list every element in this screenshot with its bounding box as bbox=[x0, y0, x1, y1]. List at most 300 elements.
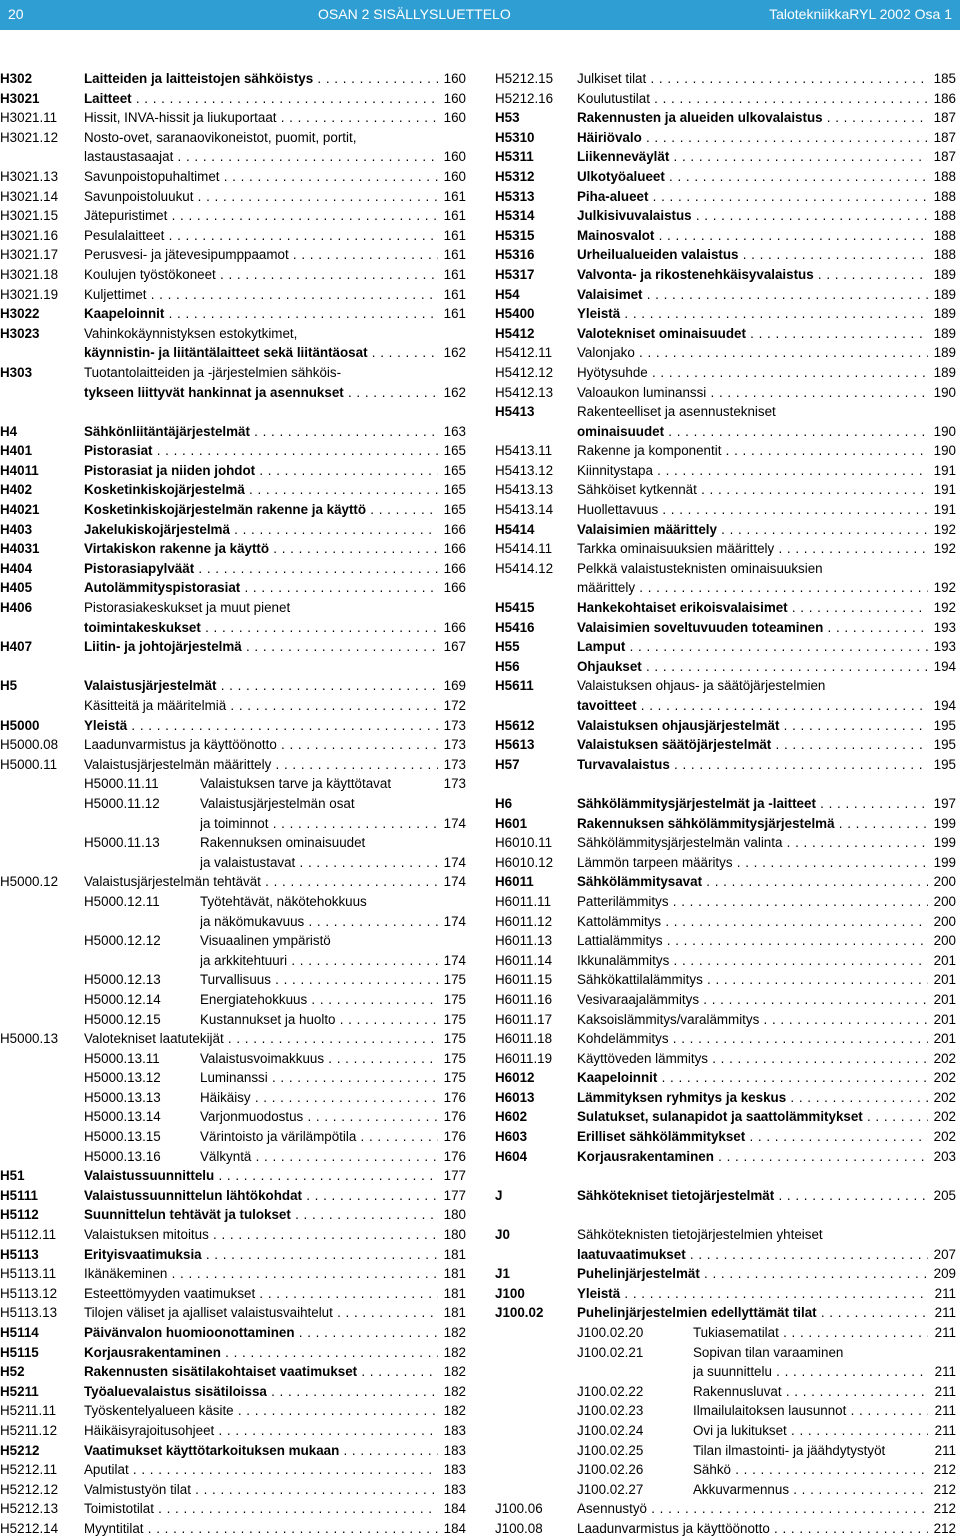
toc-page-number: 212 bbox=[933, 1501, 956, 1517]
toc-subcode: H5000.11.13 bbox=[84, 835, 160, 851]
toc-entry[interactable] bbox=[495, 1068, 960, 1088]
toc-title: Valaistussuunnittelun lähtökohdat . . . bbox=[84, 1186, 438, 1206]
toc-entry[interactable] bbox=[0, 324, 470, 344]
toc-entry[interactable] bbox=[0, 108, 470, 128]
toc-entry[interactable] bbox=[0, 441, 470, 461]
toc-entry[interactable] bbox=[495, 1499, 960, 1519]
toc-entry[interactable] bbox=[495, 187, 960, 207]
toc-title: Vahinkokäynnistyksen estokytkimet, bbox=[84, 325, 298, 341]
toc-entry[interactable] bbox=[0, 147, 470, 167]
toc-code: H5212.16 bbox=[495, 90, 554, 106]
toc-entry[interactable] bbox=[495, 147, 960, 167]
toc-title: Kohdelämmitys . . . bbox=[577, 1029, 928, 1049]
toc-entry[interactable] bbox=[0, 245, 470, 265]
toc-title: Rakennusluvat . . . bbox=[693, 1382, 928, 1402]
toc-entry[interactable] bbox=[0, 598, 470, 618]
toc-entry[interactable] bbox=[495, 226, 960, 246]
toc-title: Savunpoistoluukut . . . bbox=[84, 187, 438, 207]
toc-entry[interactable] bbox=[0, 422, 470, 442]
toc-entry[interactable] bbox=[495, 461, 960, 481]
toc-entry[interactable] bbox=[0, 1441, 470, 1461]
toc-page-number: 190 bbox=[933, 384, 956, 400]
toc-title: Työskentelyalueen käsite . . . bbox=[84, 1401, 438, 1421]
toc-page-number: 161 bbox=[443, 227, 466, 243]
toc-page-number: 182 bbox=[443, 1383, 466, 1399]
toc-entry[interactable] bbox=[495, 951, 960, 971]
toc-page-number: 193 bbox=[933, 619, 956, 635]
toc-entry[interactable] bbox=[0, 520, 470, 540]
toc-entry[interactable] bbox=[495, 735, 960, 755]
toc-page-number: 200 bbox=[933, 893, 956, 909]
toc-title: Sähkölämmitysjärjestelmän valinta . . . bbox=[577, 833, 928, 853]
toc-code: H5211.12 bbox=[0, 1422, 58, 1438]
toc-title: Sähkökattilalämmitys . . . bbox=[577, 970, 928, 990]
toc-page-number: 211 bbox=[934, 1305, 956, 1321]
toc-subcode: H5000.12.15 bbox=[84, 1011, 161, 1027]
toc-entry[interactable] bbox=[0, 285, 470, 305]
toc-title: Valaistussuunnittelu . . . bbox=[84, 1166, 438, 1186]
toc-code: H5313 bbox=[495, 188, 535, 204]
toc-entry[interactable] bbox=[495, 1225, 960, 1245]
toc-entry[interactable] bbox=[0, 1401, 470, 1421]
toc-entry[interactable] bbox=[0, 1186, 470, 1206]
toc-code: H403 bbox=[0, 521, 33, 537]
toc-entry[interactable] bbox=[0, 755, 470, 775]
toc-entry[interactable] bbox=[495, 343, 960, 363]
toc-code: H5115 bbox=[0, 1344, 39, 1360]
toc-entry[interactable] bbox=[495, 892, 960, 912]
toc-entry[interactable] bbox=[495, 422, 960, 442]
toc-title: Pistorasiapylväät . . . bbox=[84, 559, 438, 579]
toc-entry[interactable] bbox=[495, 363, 960, 383]
toc-page-number: 182 bbox=[443, 1344, 466, 1360]
toc-entry[interactable] bbox=[0, 265, 470, 285]
toc-page-number: 182 bbox=[443, 1403, 466, 1419]
toc-entry[interactable] bbox=[0, 931, 470, 951]
toc-title: Sähkö . . . bbox=[693, 1460, 928, 1480]
toc-spacer bbox=[0, 402, 470, 422]
toc-entry[interactable] bbox=[495, 1107, 960, 1127]
toc-title: Puhelinjärjestelmien edellyttämät tilat . . . bbox=[577, 1303, 928, 1323]
toc-page-number: 183 bbox=[443, 1462, 466, 1478]
toc-entry[interactable] bbox=[495, 128, 960, 148]
toc-entry[interactable] bbox=[495, 245, 960, 265]
toc-title: Sähkölämmitysavat . . . bbox=[577, 872, 928, 892]
toc-entry[interactable] bbox=[0, 637, 470, 657]
toc-code: H5611 bbox=[495, 678, 534, 694]
toc-entry[interactable] bbox=[0, 226, 470, 246]
toc-page-number: 160 bbox=[443, 110, 466, 126]
toc-page-number: 212 bbox=[933, 1462, 956, 1478]
toc-code: H5413.11 bbox=[495, 443, 553, 459]
toc-entry[interactable] bbox=[0, 187, 470, 207]
toc-entry[interactable] bbox=[0, 1460, 470, 1480]
toc-entry[interactable] bbox=[0, 578, 470, 598]
toc-title: Urheilualueiden valaistus . . . bbox=[577, 245, 928, 265]
toc-entry[interactable] bbox=[0, 990, 470, 1010]
toc-entry[interactable] bbox=[495, 1127, 960, 1147]
toc-entry[interactable] bbox=[0, 774, 470, 794]
toc-page-number: 165 bbox=[443, 482, 466, 498]
toc-page-number: 166 bbox=[443, 521, 466, 537]
toc-page-number: 211 bbox=[934, 1442, 956, 1458]
toc-title: Valaistuksen ohjaus- ja säätöjärjestelmien bbox=[577, 678, 826, 694]
toc-entry[interactable] bbox=[0, 1107, 470, 1127]
toc-entry[interactable] bbox=[495, 520, 960, 540]
toc-page-number: 211 bbox=[934, 1403, 956, 1419]
toc-entry[interactable] bbox=[495, 383, 960, 403]
toc-code: H5113.11 bbox=[0, 1266, 57, 1282]
toc-entry[interactable] bbox=[0, 1147, 470, 1167]
toc-code: H5312 bbox=[495, 168, 535, 184]
toc-entry[interactable] bbox=[495, 1245, 960, 1265]
toc-subcode: J100.02.26 bbox=[577, 1462, 644, 1478]
toc-page-number: 201 bbox=[933, 1031, 956, 1047]
toc-entry[interactable] bbox=[495, 912, 960, 932]
toc-entry[interactable] bbox=[0, 1323, 470, 1343]
toc-title: Lamput . . . bbox=[577, 637, 928, 657]
toc-entry[interactable] bbox=[495, 1029, 960, 1049]
toc-entry[interactable] bbox=[495, 1382, 960, 1402]
toc-entry[interactable] bbox=[495, 206, 960, 226]
toc-page-number: 186 bbox=[933, 90, 956, 106]
toc-title: Mainosvalot . . . bbox=[577, 226, 928, 246]
toc-entry[interactable] bbox=[495, 676, 960, 696]
toc-entry[interactable] bbox=[495, 1088, 960, 1108]
toc-entry[interactable] bbox=[495, 167, 960, 187]
toc-title: Korjausrakentaminen . . . bbox=[84, 1343, 438, 1363]
toc-title: Ohjaukset . . . bbox=[577, 657, 928, 677]
toc-subcode: H5000.13.12 bbox=[84, 1070, 161, 1086]
toc-subcode: H5000.12.11 bbox=[84, 893, 160, 909]
toc-entry[interactable] bbox=[0, 951, 470, 971]
toc-page-number: 166 bbox=[443, 541, 466, 557]
toc-entry[interactable] bbox=[0, 872, 470, 892]
toc-entry[interactable] bbox=[495, 1147, 960, 1167]
toc-code: H5000.08 bbox=[0, 737, 59, 753]
toc-entry[interactable] bbox=[495, 1480, 960, 1500]
toc-page-number: 189 bbox=[933, 306, 956, 322]
toc-title: Valotekniset ominaisuudet . . . bbox=[577, 324, 928, 344]
toc-title: Valaisimien soveltuvuuden toteaminen . . . bbox=[577, 618, 928, 638]
toc-title: Valvonta- ja rikostenehkäisyvalaistus . . . bbox=[577, 265, 928, 285]
toc-entry[interactable] bbox=[495, 480, 960, 500]
toc-title: Rakennuksen ominaisuudet bbox=[200, 835, 366, 851]
toc-entry[interactable] bbox=[0, 1205, 470, 1225]
toc-entry[interactable] bbox=[495, 500, 960, 520]
toc-entry[interactable] bbox=[495, 108, 960, 128]
toc-code: H401 bbox=[0, 443, 33, 459]
toc-code: H5114 bbox=[0, 1325, 39, 1340]
toc-subcode: H5000.13.14 bbox=[84, 1109, 161, 1125]
toc-title: Korjausrakentaminen . . . bbox=[577, 1147, 928, 1167]
toc-page-number: 191 bbox=[933, 462, 956, 478]
toc-page-number: 175 bbox=[443, 972, 466, 988]
toc-entry[interactable] bbox=[0, 1127, 470, 1147]
toc-page-number: 174 bbox=[443, 874, 466, 890]
toc-entry[interactable] bbox=[495, 990, 960, 1010]
toc-subcode: H5000.13.11 bbox=[84, 1050, 160, 1066]
toc-page-number: 201 bbox=[933, 991, 956, 1007]
toc-code: H5112 bbox=[0, 1207, 39, 1223]
toc-entry[interactable] bbox=[495, 1010, 960, 1030]
toc-code: H52 bbox=[0, 1364, 25, 1380]
toc-code: H5413.13 bbox=[495, 482, 554, 498]
toc-code: H5412.12 bbox=[495, 364, 554, 380]
toc-entry[interactable] bbox=[0, 206, 470, 226]
toc-entry[interactable] bbox=[0, 461, 470, 481]
toc-title: Valaistusjärjestelmän osat bbox=[200, 795, 355, 811]
toc-entry[interactable] bbox=[0, 912, 470, 932]
toc-entry[interactable] bbox=[0, 814, 470, 834]
toc-page-number: 203 bbox=[933, 1148, 956, 1164]
toc-entry[interactable] bbox=[0, 1421, 470, 1441]
toc-entry[interactable] bbox=[495, 716, 960, 736]
toc-page-number: 192 bbox=[933, 580, 956, 596]
toc-entry[interactable] bbox=[0, 1245, 470, 1265]
toc-subcode: J100.02.20 bbox=[577, 1325, 644, 1340]
toc-entry[interactable] bbox=[0, 1519, 470, 1539]
toc-title: Käsitteitä ja määritelmiä . . . bbox=[84, 696, 438, 716]
toc-entry[interactable] bbox=[495, 1264, 960, 1284]
toc-entry[interactable] bbox=[495, 794, 960, 814]
toc-page-number: 175 bbox=[443, 1070, 466, 1086]
toc-title: Häiriövalo . . . bbox=[577, 128, 928, 148]
toc-entry[interactable] bbox=[0, 794, 470, 814]
toc-entry[interactable] bbox=[495, 618, 960, 638]
toc-page-number: 188 bbox=[933, 208, 956, 224]
toc-title: Tuotantolaitteiden ja -järjestelmien sähköis- bbox=[84, 364, 342, 380]
toc-entry[interactable] bbox=[495, 1284, 960, 1304]
toc-code: H5 bbox=[0, 678, 18, 694]
toc-entry[interactable] bbox=[0, 1010, 470, 1030]
toc-entry[interactable] bbox=[495, 1303, 960, 1323]
toc-page-number: 174 bbox=[443, 952, 466, 968]
toc-entry[interactable] bbox=[495, 931, 960, 951]
toc-subcode: H5000.11.12 bbox=[84, 795, 160, 811]
toc-entry[interactable] bbox=[495, 1421, 960, 1441]
toc-page-number: 169 bbox=[443, 678, 466, 694]
toc-entry[interactable] bbox=[0, 1166, 470, 1186]
toc-entry[interactable] bbox=[0, 1088, 470, 1108]
toc-code: H3022 bbox=[0, 306, 40, 322]
toc-code: H6013 bbox=[495, 1089, 535, 1105]
toc-entry[interactable] bbox=[495, 833, 960, 853]
toc-page-number: 200 bbox=[933, 913, 956, 929]
toc-entry[interactable] bbox=[0, 363, 470, 383]
toc-entry[interactable] bbox=[495, 1323, 960, 1343]
toc-entry[interactable] bbox=[495, 1460, 960, 1480]
toc-entry[interactable] bbox=[495, 970, 960, 990]
toc-title: ja arkkitehtuuri . . . bbox=[200, 951, 438, 971]
toc-entry[interactable] bbox=[495, 657, 960, 677]
toc-entry[interactable] bbox=[495, 1519, 960, 1539]
toc-code: H5113.13 bbox=[0, 1305, 58, 1321]
toc-page-number: 187 bbox=[933, 129, 956, 145]
toc-entry[interactable] bbox=[495, 89, 960, 109]
toc-entry[interactable] bbox=[0, 1029, 470, 1049]
toc-entry[interactable] bbox=[0, 383, 470, 403]
toc-entry[interactable] bbox=[0, 696, 470, 716]
toc-entry[interactable] bbox=[495, 265, 960, 285]
toc-entry[interactable] bbox=[0, 304, 470, 324]
toc-entry[interactable] bbox=[495, 539, 960, 559]
toc-title: Nosto-ovet, saranaovikoneistot, puomit, portit, bbox=[84, 129, 357, 145]
toc-entry[interactable] bbox=[0, 500, 470, 520]
toc-page-number: 199 bbox=[933, 854, 956, 870]
toc-title: Liitin- ja johtojärjestelmä . . . bbox=[84, 637, 438, 657]
toc-entry[interactable] bbox=[495, 853, 960, 873]
toc-page-number: 188 bbox=[933, 188, 956, 204]
toc-title: Valaisimien määrittely . . . bbox=[577, 520, 928, 540]
toc-code: H5311 bbox=[495, 149, 534, 165]
toc-code: H6011.14 bbox=[495, 952, 553, 968]
toc-entry[interactable] bbox=[0, 1284, 470, 1304]
toc-subcode: J100.02.23 bbox=[577, 1403, 644, 1419]
toc-entry[interactable] bbox=[495, 814, 960, 834]
toc-entry[interactable] bbox=[0, 970, 470, 990]
toc-title: Kattolämmitys . . . bbox=[577, 912, 928, 932]
toc-title: Sopivan tilan varaaminen bbox=[693, 1344, 844, 1360]
toc-spacer bbox=[0, 657, 470, 677]
toc-page-number: 212 bbox=[933, 1481, 956, 1497]
toc-title: käynnistin- ja liitäntälaitteet sekä liitäntäosat . . . bbox=[84, 343, 438, 363]
toc-entry[interactable] bbox=[495, 637, 960, 657]
toc-entry[interactable] bbox=[495, 441, 960, 461]
toc-page-number: 195 bbox=[933, 737, 956, 753]
toc-entry[interactable] bbox=[0, 716, 470, 736]
toc-code: H5416 bbox=[495, 619, 535, 635]
toc-code: H6011.15 bbox=[495, 972, 553, 988]
toc-page-number: 177 bbox=[443, 1168, 466, 1184]
toc-entry[interactable] bbox=[0, 676, 470, 696]
toc-entry[interactable] bbox=[495, 324, 960, 344]
toc-entry[interactable] bbox=[0, 559, 470, 579]
toc-title: Koulujen työstökoneet . . . bbox=[84, 265, 438, 285]
toc-code: H6011.11 bbox=[495, 893, 552, 909]
toc-title: Ilmailulaitoksen lausunnot . . . bbox=[693, 1401, 928, 1421]
toc-subcode: H5000.12.13 bbox=[84, 972, 161, 988]
toc-entry[interactable] bbox=[0, 1362, 470, 1382]
toc-subcode: J100.02.25 bbox=[577, 1442, 644, 1458]
toc-entry[interactable] bbox=[495, 1186, 960, 1206]
toc-title: Varjonmuodostus . . . bbox=[200, 1107, 438, 1127]
toc-entry[interactable] bbox=[0, 69, 470, 89]
toc-entry[interactable] bbox=[0, 1480, 470, 1500]
toc-entry[interactable] bbox=[495, 1441, 960, 1461]
toc-title: Välkyntä . . . bbox=[200, 1147, 438, 1167]
toc-entry[interactable] bbox=[495, 872, 960, 892]
toc-title: toimintakeskukset . . . bbox=[84, 618, 438, 638]
toc-entry[interactable] bbox=[495, 755, 960, 775]
toc-title: Virtakiskon rakenne ja käyttö . . . bbox=[84, 539, 438, 559]
toc-entry[interactable] bbox=[495, 598, 960, 618]
toc-entry[interactable] bbox=[0, 1343, 470, 1363]
toc-title: Piha-alueet . . . bbox=[577, 187, 928, 207]
toc-title: Valaistusvoimakkuus . . . bbox=[200, 1049, 438, 1069]
toc-entry[interactable] bbox=[495, 559, 960, 579]
toc-code: H6012 bbox=[495, 1070, 535, 1086]
toc-entry[interactable] bbox=[495, 1343, 960, 1363]
toc-entry[interactable] bbox=[0, 539, 470, 559]
toc-entry[interactable] bbox=[0, 128, 470, 148]
toc-entry[interactable] bbox=[0, 89, 470, 109]
toc-page-number: 195 bbox=[933, 717, 956, 733]
toc-title: Kuljettimet . . . bbox=[84, 285, 438, 305]
toc-entry[interactable] bbox=[0, 1049, 470, 1069]
toc-subcode: J100.02.24 bbox=[577, 1422, 644, 1438]
toc-entry[interactable] bbox=[495, 402, 960, 422]
toc-entry[interactable] bbox=[0, 1499, 470, 1519]
toc-subcode: H5000.13.16 bbox=[84, 1148, 161, 1164]
toc-entry[interactable] bbox=[0, 480, 470, 500]
toc-title: Valaistuksen säätöjärjestelmät . . . bbox=[577, 735, 928, 755]
toc-code: H5315 bbox=[495, 227, 535, 243]
toc-code: H5212 bbox=[0, 1442, 40, 1458]
toc-entry[interactable] bbox=[495, 1401, 960, 1421]
toc-entry[interactable] bbox=[0, 1068, 470, 1088]
toc-code: H3021.17 bbox=[0, 247, 59, 263]
toc-entry[interactable] bbox=[0, 735, 470, 755]
toc-code: H6011.19 bbox=[495, 1050, 553, 1066]
toc-entry[interactable] bbox=[495, 1362, 960, 1382]
toc-entry[interactable] bbox=[495, 69, 960, 89]
toc-title: Valonjako . . . bbox=[577, 343, 928, 363]
toc-entry[interactable] bbox=[0, 892, 470, 912]
toc-entry[interactable] bbox=[0, 167, 470, 187]
toc-page-number: 167 bbox=[443, 639, 466, 655]
toc-title: ominaisuudet . . . bbox=[577, 422, 928, 442]
toc-entry[interactable] bbox=[0, 1225, 470, 1245]
toc-title: Julkisivuvalaistus . . . bbox=[577, 206, 928, 226]
toc-title: Akkuvarmennus . . . bbox=[693, 1480, 928, 1500]
toc-entry[interactable] bbox=[0, 618, 470, 638]
toc-subcode: H5000.13.13 bbox=[84, 1089, 161, 1105]
toc-title: Energiatehokkuus . . . bbox=[200, 990, 438, 1010]
toc-title: laatuvaatimukset . . . bbox=[577, 1245, 928, 1265]
toc-page-number: 188 bbox=[933, 168, 956, 184]
toc-page-number: 200 bbox=[933, 933, 956, 949]
toc-title: Laitteet . . . bbox=[84, 89, 438, 109]
toc-code: H3021.19 bbox=[0, 286, 59, 302]
toc-title: Koulutustilat . . . bbox=[577, 89, 928, 109]
toc-entry[interactable] bbox=[495, 304, 960, 324]
toc-title: Ikänäkeminen . . . bbox=[84, 1264, 438, 1284]
toc-code: H5413 bbox=[495, 404, 535, 420]
toc-page-number: 211 bbox=[934, 1364, 956, 1380]
toc-title: Laadunvarmistus ja käyttöönotto . . . bbox=[84, 735, 438, 755]
toc-title: Ulkotyöalueet . . . bbox=[577, 167, 928, 187]
toc-entry[interactable] bbox=[495, 578, 960, 598]
toc-title: ja toiminnot . . . bbox=[200, 814, 438, 834]
toc-title: Asennustyö . . . bbox=[577, 1499, 928, 1519]
toc-page-number: 183 bbox=[443, 1481, 466, 1497]
toc-entry[interactable] bbox=[0, 1264, 470, 1284]
toc-title: Suunnittelun tehtävät ja tulokset . . . bbox=[84, 1205, 438, 1225]
toc-entry[interactable] bbox=[0, 833, 470, 853]
toc-entry[interactable] bbox=[0, 853, 470, 873]
toc-entry[interactable] bbox=[495, 696, 960, 716]
toc-page-number: 183 bbox=[443, 1442, 466, 1458]
toc-entry[interactable] bbox=[0, 1303, 470, 1323]
toc-entry[interactable] bbox=[0, 343, 470, 363]
toc-page-number: 160 bbox=[443, 149, 466, 165]
toc-page-number: 189 bbox=[933, 286, 956, 302]
toc-entry[interactable] bbox=[495, 285, 960, 305]
toc-title: Kaksoislämmitys/varalämmitys . . . bbox=[577, 1010, 928, 1030]
toc-entry[interactable] bbox=[0, 1382, 470, 1402]
toc-entry[interactable] bbox=[495, 1049, 960, 1069]
